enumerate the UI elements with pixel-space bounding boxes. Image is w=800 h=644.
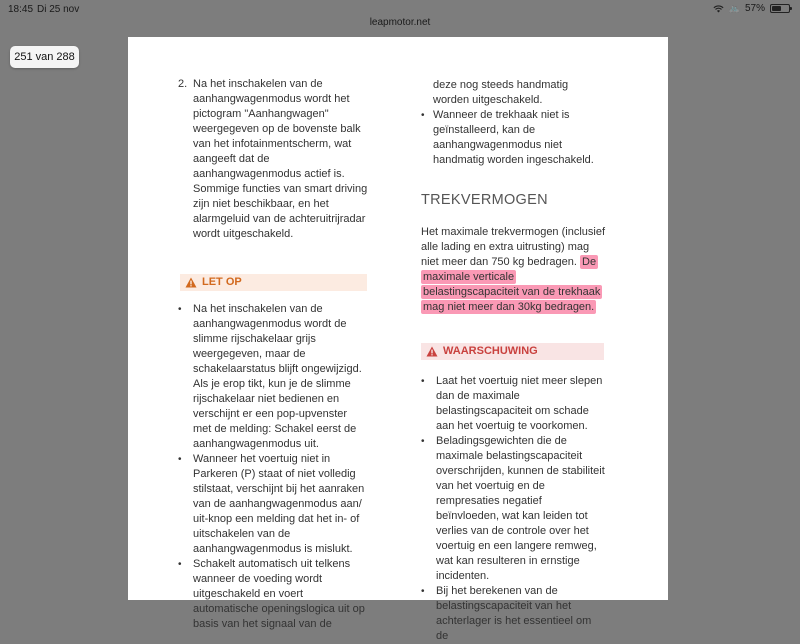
section-heading: TREKVERMOGEN — [421, 192, 548, 208]
status-time: 18:45 — [8, 4, 34, 15]
paragraph-text: Het maximale trekvermogen (inclusief alle lading en extra uitrusting) mag niet meer dan 750 kg bedragen. — [421, 226, 606, 268]
wifi-icon — [713, 5, 724, 13]
highlighted-text[interactable]: De maximale verticale belastingscapaciteit van de trekhaak mag niet meer dan 30kg bedragen. — [423, 256, 601, 313]
bike-icon: 🚲 — [728, 3, 740, 13]
list-item: • Beladingsgewichten die de maximale belastingscapaciteit overschrijden, kunnen de stabiliteit van het voertuig en de rempresaties negatief beïnvloeden, wat kan leiden tot verlies van de controle over het voertuig en een langere remweg, wat kan resulteren in ernstige incidenten. — [421, 434, 606, 584]
warning-title: WAARSCHUWING — [443, 345, 538, 357]
warning-triangle-icon — [185, 277, 197, 288]
list-item: • Wanneer het voertuig niet in Parkeren (P) staat of niet volledig stilstaat, verschijnt bij het aanraken van de aanhangwagenmodus aan/ uit-knop een melding dat het in- of uitschakelen van de aanhangwagenmodus is mislukt. — [178, 452, 368, 557]
step-number: 2. — [178, 78, 188, 90]
list-item: • Schakelt automatisch uit telkens wanneer de voeding wordt uitgeschakeld en voert automatische openingslogica uit op basis van het signaal van de — [178, 557, 368, 632]
list-item: • Laat het voertuig niet meer slepen dan de maximale belastingscapaciteit om schade aan het voertuig te voorkomen. — [421, 374, 606, 434]
battery-fill — [772, 6, 781, 11]
continued-text: deze nog steeds handmatig worden uitgeschakeld. — [433, 79, 569, 106]
left-column — [178, 77, 368, 632]
warning-triangle-icon — [426, 346, 438, 357]
list-item: • Na het inschakelen van de aanhangwagenmodus wordt de slimme rijschakelaar grijs weergegeven, maar de schakelaarstatus blijft ongewijzigd. Als je erop tikt, kun je de slimme rijschakelaar niet bedienen en verschijnt er een pop-upvenster met de melding: Schakel eerst de aanhangwagenmodus uit. — [178, 302, 368, 452]
battery-icon — [770, 4, 790, 13]
list-item: • Bij het berekenen van de belastingscapaciteit van het achterlager is het essentieel om de — [421, 584, 606, 644]
numbered-step — [178, 77, 368, 242]
continued-bullet-list — [421, 108, 606, 168]
status-right — [713, 3, 790, 14]
right-column — [421, 78, 606, 644]
section-paragraph — [421, 225, 606, 315]
list-item: • Wanneer de trekhaak niet is geïnstalleerd, kan de aanhangwagenmodus niet handmatig worden ingeschakeld. — [421, 108, 606, 168]
note-bullet-list — [178, 302, 368, 632]
status-bar — [0, 0, 800, 18]
warning-bullet-list — [421, 374, 606, 644]
status-date: Di 25 nov — [37, 4, 80, 15]
battery-percentage: 57% — [744, 3, 765, 14]
note-callout — [180, 274, 367, 291]
note-title: LET OP — [202, 276, 242, 288]
step-text: Na het inschakelen van de aanhangwagenmodus wordt het pictogram "Aanhangwagen" weergegeven op de bovenste balk van het infotainmentscherm, wat aangeeft dat de aanhangwagenmodus actief is. Sommige functies van smart driving zijn niet beschikbaar, en het alarmgeluid van de achteruitrijradar wordt uitgeschakeld. — [193, 78, 368, 240]
url-bar[interactable]: leapmotor.net — [369, 17, 431, 28]
warning-callout — [421, 343, 604, 360]
document-page — [128, 37, 668, 642]
page-counter[interactable]: 251 van 288 — [10, 46, 79, 68]
